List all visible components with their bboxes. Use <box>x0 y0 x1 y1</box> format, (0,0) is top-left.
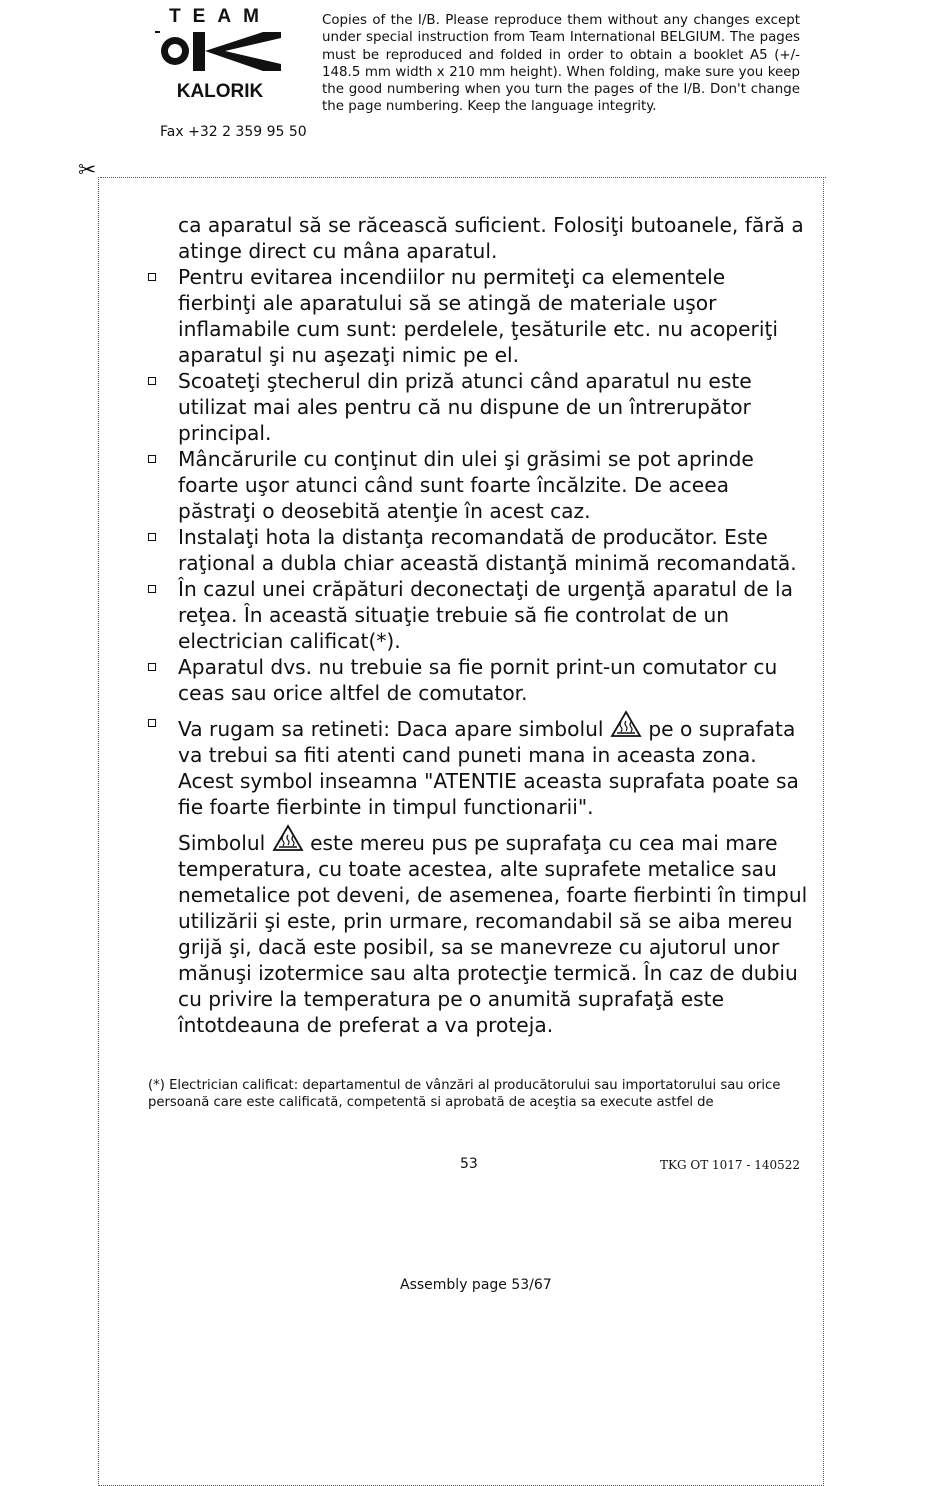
list-item-text: Scoateţi ştecherul din priză atunci când aparatul nu este utilizat mai ales pentru că nu dispune de un întrerupător principal. <box>178 369 752 445</box>
svg-text:KALORIK: KALORIK <box>176 81 264 100</box>
list-item <box>178 264 808 368</box>
document-code: TKG OT 1017 - 140522 <box>660 1158 801 1172</box>
checkbox-bullet-icon <box>148 663 156 671</box>
list-item-text: În cazul unei crăpături deconectaţi de urgenţă aparatul de la reţea. În această situaţie trebuie să fie controlat de un electrician calificat(*). <box>178 577 794 653</box>
list-item-text: Pentru evitarea incendiilor nu permiteţi ca elementele fierbinţi ale aparatului să se atingă de materiale uşor inflamabile cum sunt: perdelele, ţesăturile etc. nu acoperiţi aparatul şi nu aşezaţi nimic pe el. <box>178 265 778 367</box>
list-item <box>178 576 808 654</box>
list-item-warning <box>178 710 808 1038</box>
instructions-body <box>178 212 808 1038</box>
checkbox-bullet-icon <box>148 719 156 727</box>
page-number: 53 <box>460 1156 478 1172</box>
warning-paragraph: Va rugam sa retineti: Daca apare simbolul pe o suprafata va trebui sa fiti atenti cand puneti mana in aceasta zona. Acest symbol inseamna "ATENTIE aceasta suprafata poate sa fie foarte fierbinte in timpul functionarii". <box>178 710 808 820</box>
checkbox-bullet-icon <box>148 585 156 593</box>
team-kalorik-logo <box>153 5 287 100</box>
svg-text:TEAM: TEAM <box>169 6 271 27</box>
reproduction-notice: Copies of the I/B. Please reproduce them without any changes except under special instruction from Team International BELGIUM. The pages must be reproduced and folded in order to obtain a booklet A5 (+/- 148.5 mm width x 210 mm height). When folding, make sure you keep the good numbering when you turn the pages of the I/B. Don't change the page numbering. Keep the language integrity. <box>322 13 800 115</box>
list-item-text: Instalaţi hota la distanţa recomandată de producător. Este raţional a dubla chiar această distanţă minimă recomandată. <box>178 525 797 575</box>
list-item <box>178 654 808 706</box>
list-item-text: Aparatul dvs. nu trebuie sa fie pornit print-un comutator cu ceas sau orice altfel de comutator. <box>178 655 778 705</box>
list-item <box>178 446 808 524</box>
checkbox-bullet-icon <box>148 377 156 385</box>
continuation-paragraph: ca aparatul să se răcească suficient. Folosiţi butoanele, fără a atinge direct cu mâna aparatul. <box>178 213 804 263</box>
list-item <box>178 368 808 446</box>
hot-surface-warning-icon <box>272 824 304 852</box>
scissors-icon: ✂ <box>78 158 97 183</box>
checkbox-bullet-icon <box>148 273 156 281</box>
assembly-page: Assembly page 53/67 <box>400 1277 552 1293</box>
checkbox-bullet-icon <box>148 455 156 463</box>
fax-number: Fax +32 2 359 95 50 <box>160 124 307 140</box>
symbol-paragraph: Simbolul este mereu pus pe suprafaţa cu cea mai mare temperatura, cu toate acestea, alte suprafete metalice sau nemetalice pot deveni, de asemenea, foarte fierbinti în timpul utilizării şi este, prin urmare, recomandabil să se aiba mereu grijă şi, dacă este posibil, sa se manevreze cu ajutorul unor mănuşi izotermice sau alta protecţie termică. În caz de dubiu cu privire la temperatura pe o anumită suprafaţă este întotdeauna de preferat a va proteja. <box>178 824 808 1038</box>
list-item-text: Mâncărurile cu conţinut din ulei şi grăsimi se pot aprinde foarte uşor atunci când sunt foarte încălzite. De aceea păstraţi o deosebită atenţie în acest caz. <box>178 447 754 523</box>
list-item <box>178 524 808 576</box>
hot-surface-warning-icon <box>610 710 642 738</box>
checkbox-bullet-icon <box>148 533 156 541</box>
footnote: (*) Electrician calificat: departamentul de vânzări al producătorului sau importatorului sau orice persoană care este calificată, competentă si aprobată de aceştia sa execute astfel de <box>148 1078 781 1110</box>
